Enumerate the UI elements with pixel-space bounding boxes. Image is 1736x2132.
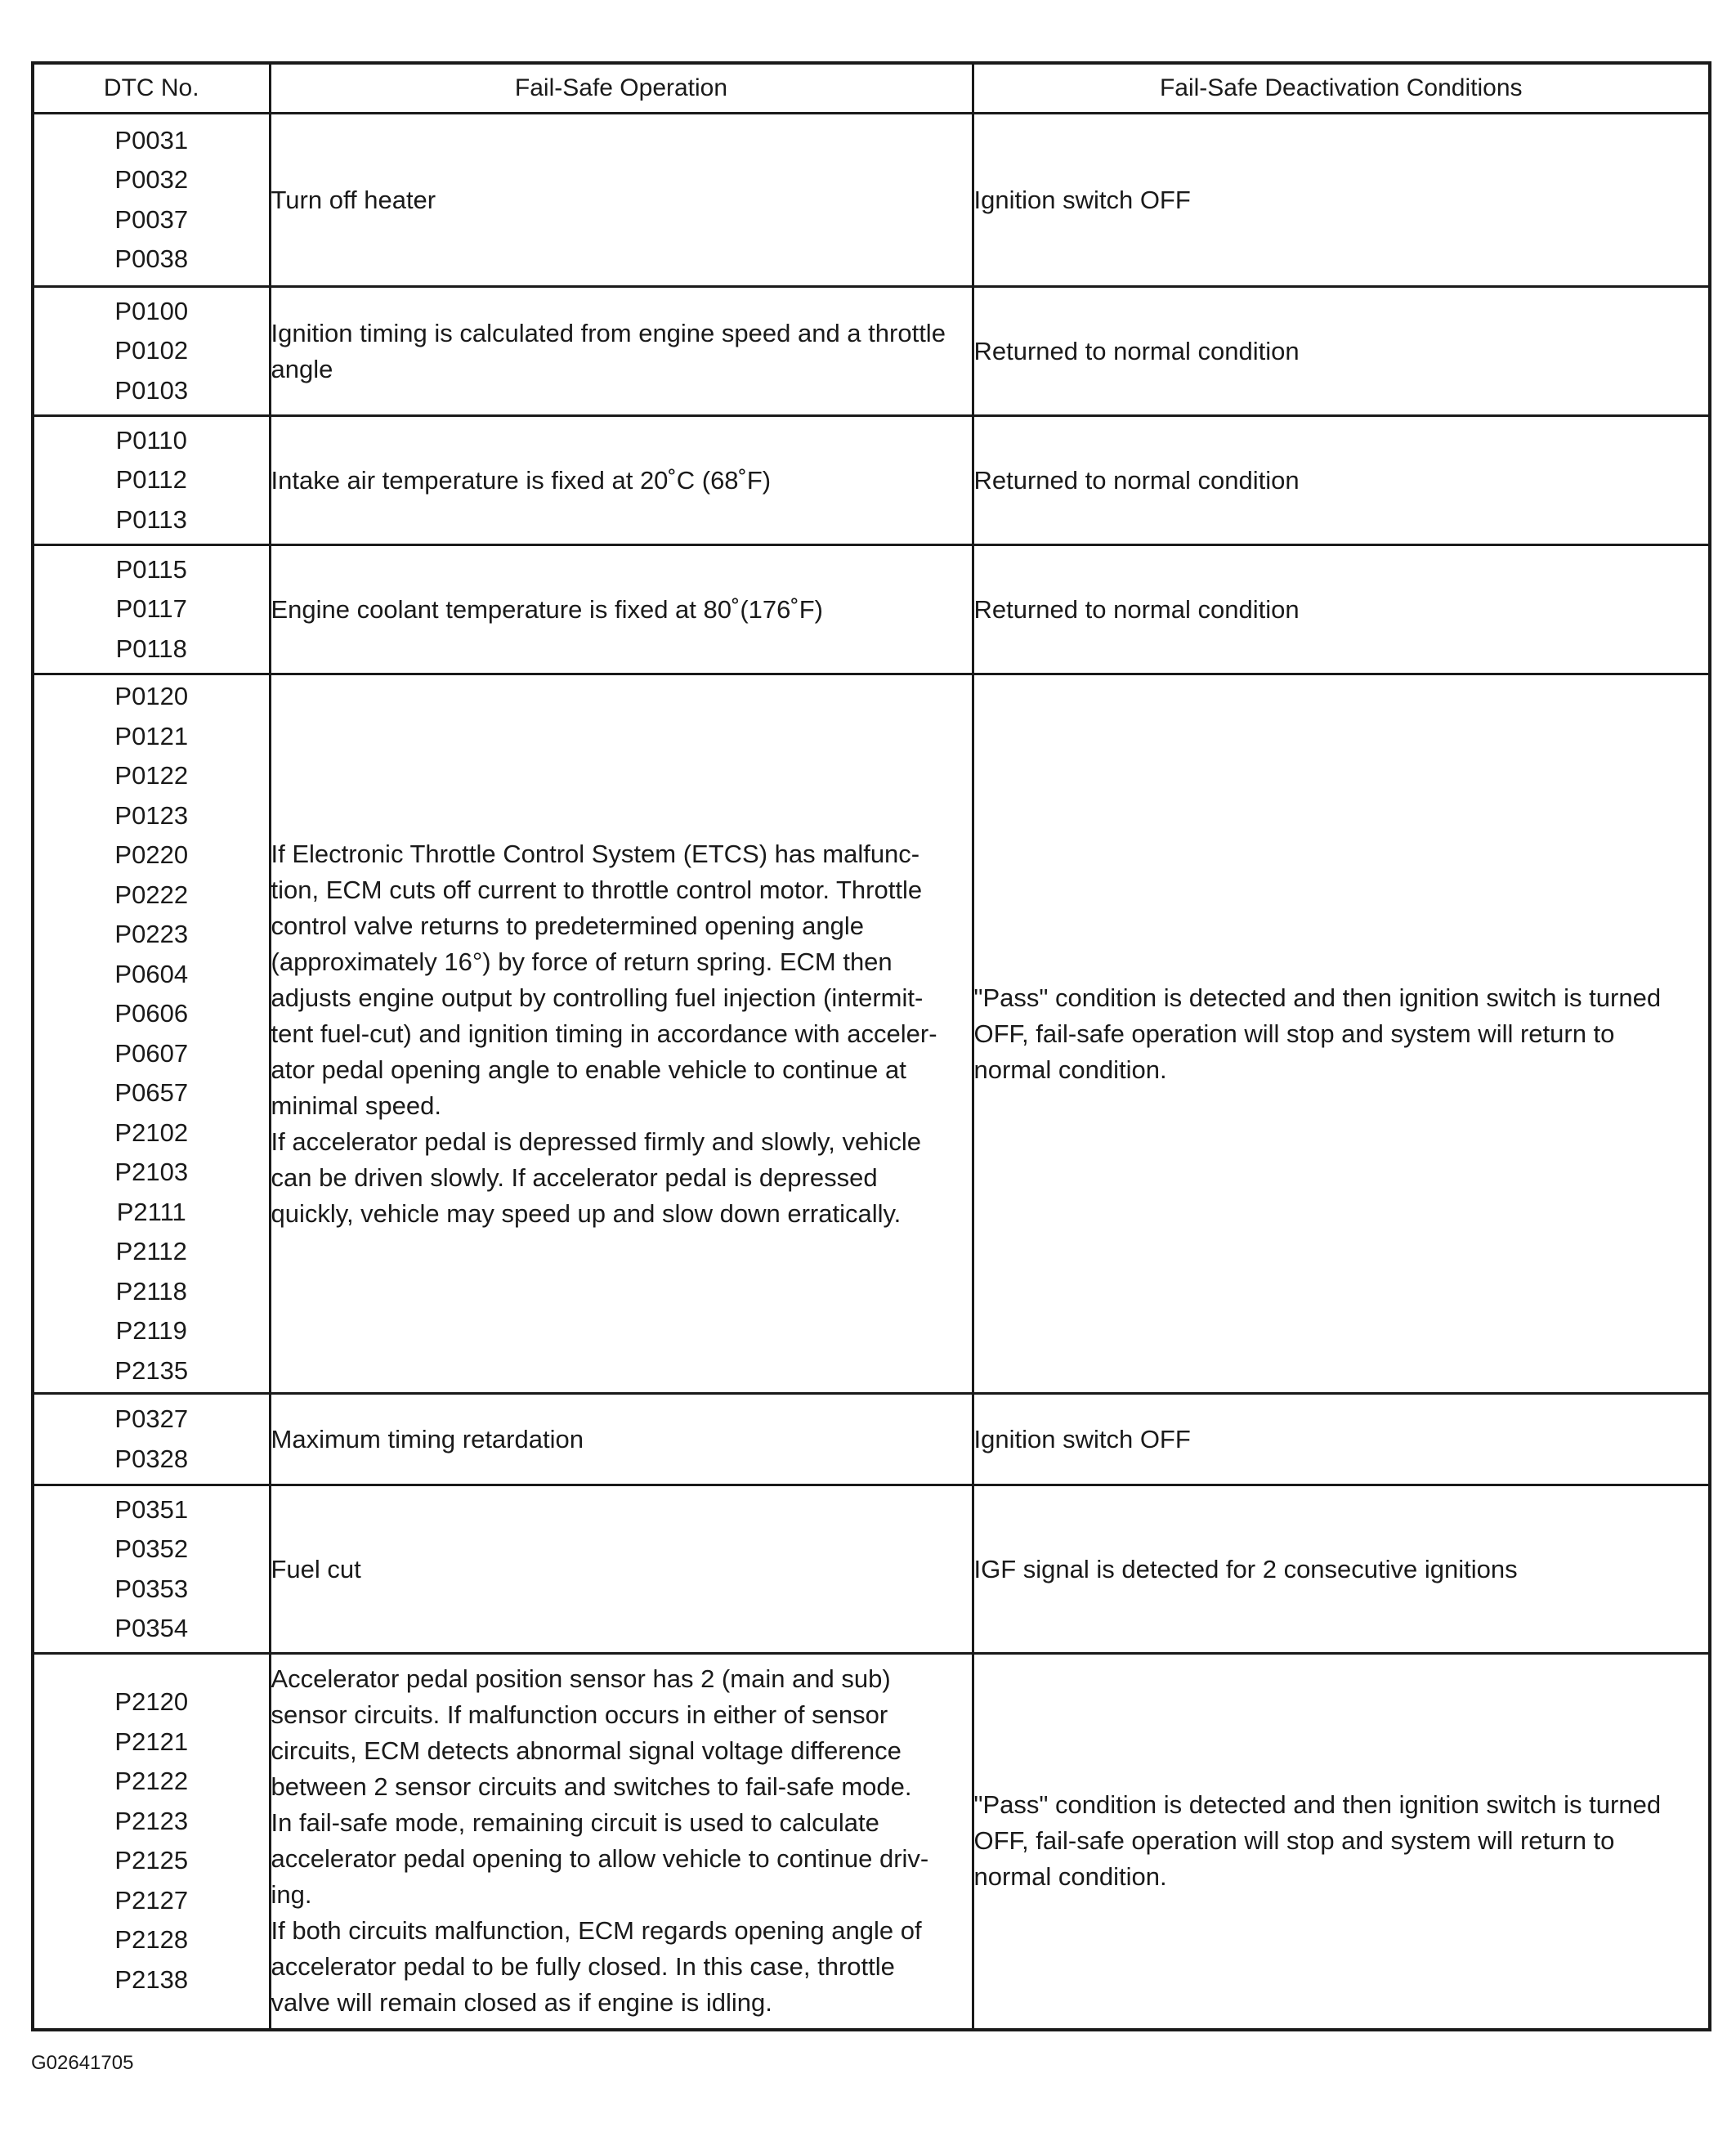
table-row [33,545,1710,674]
fail-safe-operation-cell [270,416,973,545]
deactivation-condition-cell [973,1394,1710,1485]
header-dtc-no: DTC No. [33,63,270,114]
deactivation-condition-text: Returned to normal condition [973,465,1300,495]
dtc-code: P0123 [114,800,189,830]
fail-safe-operation-text: Turn off heater [271,185,436,214]
fail-safe-operation-text: Maximum timing retardation [271,1424,584,1453]
dtc-code: P2138 [114,1964,189,1994]
dtc-code: P0657 [114,1078,189,1107]
dtc-code: P2127 [114,1885,189,1915]
table-row [33,1485,1710,1654]
dtc-code: P2121 [114,1727,189,1756]
dtc-code: P0327 [114,1404,189,1433]
dtc-code: P2122 [114,1767,189,1796]
dtc-code-list [34,1400,269,1479]
dtc-code: P0102 [114,336,189,365]
deactivation-condition-cell [973,674,1710,1394]
dtc-code: P0037 [114,204,189,234]
fail-safe-operation-text: Intake air temperature is fixed at 20˚C (68˚F) [271,465,772,495]
deactivation-condition-text: Returned to normal condition [973,336,1300,365]
dtc-code: P0606 [114,999,189,1028]
dtc-code-list [34,1490,269,1649]
fail-safe-operation-cell [270,1485,973,1654]
dtc-code: P2120 [114,1687,189,1717]
dtc-codes-cell [33,1485,270,1654]
fail-safe-operation-cell [270,114,973,287]
fail-safe-operation-cell [270,1394,973,1485]
dtc-code-list [34,677,269,1391]
dtc-code: P0607 [114,1038,189,1068]
dtc-code: P0121 [114,721,189,750]
dtc-code: P0122 [114,761,189,790]
dtc-code: P0117 [115,594,187,624]
dtc-code: P0031 [114,125,189,155]
deactivation-condition-cell [973,1485,1710,1654]
dtc-code: P0100 [114,296,189,325]
dtc-code-list [34,421,269,540]
dtc-codes-cell [33,545,270,674]
figure-id: G02641705 [31,2052,134,2074]
dtc-code: P2111 [116,1197,186,1226]
dtc-code: P0112 [115,465,187,495]
dtc-code: P2103 [114,1158,189,1186]
dtc-code: P0110 [115,425,187,455]
table-row [33,114,1710,287]
dtc-code: P0113 [115,504,187,534]
dtc-code: P0032 [114,165,189,194]
dtc-code: P2112 [115,1237,187,1265]
fail-safe-operation-text: Engine coolant temperature is fixed at 80˚(176˚F) [271,594,823,624]
dtc-code: P0120 [114,682,189,710]
deactivation-condition-text: "Pass" condition is detected and then ignition switch is turned OFF, fail-safe operation will stop and system will return to normal condition. [973,1790,1662,1892]
dtc-codes-cell [33,1654,270,2030]
dtc-code: P0115 [115,554,187,584]
deactivation-condition-cell [973,114,1710,287]
fail-safe-operation-cell [270,287,973,416]
fail-safe-operation-text: Ignition timing is calculated from engine speed and a throttle angle [271,318,946,383]
deactivation-condition-text: Returned to normal condition [973,594,1300,624]
table-row [33,287,1710,416]
dtc-code: P0223 [114,920,189,948]
dtc-code-list [34,121,269,280]
dtc-code: P2135 [114,1355,189,1385]
table-body [33,114,1710,2030]
deactivation-condition-cell [973,287,1710,416]
dtc-code: P0352 [114,1534,189,1563]
dtc-code: P0103 [114,375,189,405]
dtc-code-list [34,292,269,411]
dtc-codes-cell [33,1394,270,1485]
dtc-code: P0353 [114,1574,189,1603]
dtc-codes-cell [33,114,270,287]
fail-safe-table [31,61,1711,2031]
dtc-code-list [34,550,269,670]
dtc-code: P0351 [114,1494,189,1524]
dtc-code: P2118 [115,1276,187,1306]
table-row [33,1394,1710,1485]
header-fail-safe-operation: Fail-Safe Operation [270,63,973,114]
dtc-code: P2125 [114,1846,189,1875]
dtc-code: P0354 [114,1614,189,1642]
deactivation-condition-text: Ignition switch OFF [973,1424,1191,1453]
dtc-code: P0038 [114,244,189,273]
dtc-codes-cell [33,416,270,545]
deactivation-condition-cell [973,1654,1710,2030]
fail-safe-operation-text: Accelerator pedal position sensor has 2 (main and sub) sensor circuits. If malfunction occurs in either of sensor circuits, ECM detects abnormal signal voltage difference between 2 sensor circuits and switches to fail-safe mode. In fail-safe mode, remaining circuit is used to calculate accelerator pedal opening to allow vehicle to continue driv- ing. If both circuits malfunction, ECM regards opening angle of accelerator pedal to be fully closed. In this case, throttle valve will remain closed as if engine is idling. [271,1664,929,2018]
dtc-code: P0222 [114,880,189,909]
deactivation-condition-text: "Pass" condition is detected and then ignition switch is turned OFF, fail-safe operation will stop and system will return to normal condition. [973,983,1662,1084]
fail-safe-operation-text: If Electronic Throttle Control System (ETCS) has malfunc- tion, ECM cuts off current to throttle control motor. Throttle control valve returns to predetermined opening angle (approximately 16°) by force of return spring. ECM then adjusts engine output by controlling fuel injection (intermit- tent fuel-cut) and ignition timing in accordance with acceler- ator pedal opening angle to enable vehicle to continue at minimal speed. If accelerator pedal is depressed firmly and slowly, vehicle can be driven slowly. If accelerator pedal is depressed quickly, vehicle may speed up and slow down erratically. [271,839,937,1228]
dtc-codes-cell [33,287,270,416]
table-row [33,416,1710,545]
dtc-code: P0328 [114,1444,189,1473]
dtc-codes-cell [33,674,270,1394]
dtc-code-list [34,1682,269,2000]
dtc-code: P0604 [114,959,189,988]
fail-safe-operation-cell [270,1654,973,2030]
fail-safe-operation-text: Fuel cut [271,1554,361,1583]
deactivation-condition-cell [973,416,1710,545]
deactivation-condition-cell [973,545,1710,674]
dtc-code: P2123 [114,1806,189,1835]
table-header-row [33,63,1710,114]
table-row [33,1654,1710,2030]
fail-safe-operation-cell [270,674,973,1394]
deactivation-condition-text: Ignition switch OFF [973,185,1191,214]
fail-safe-operation-cell [270,545,973,674]
dtc-code: P2119 [115,1316,187,1345]
table-row [33,674,1710,1394]
header-deactivation-conditions: Fail-Safe Deactivation Conditions [973,63,1710,114]
dtc-code: P2102 [114,1118,189,1147]
dtc-code: P2128 [114,1925,189,1955]
dtc-code: P0220 [114,840,189,869]
deactivation-condition-text: IGF signal is detected for 2 consecutive ignitions [973,1554,1518,1583]
dtc-code: P0118 [115,634,187,663]
